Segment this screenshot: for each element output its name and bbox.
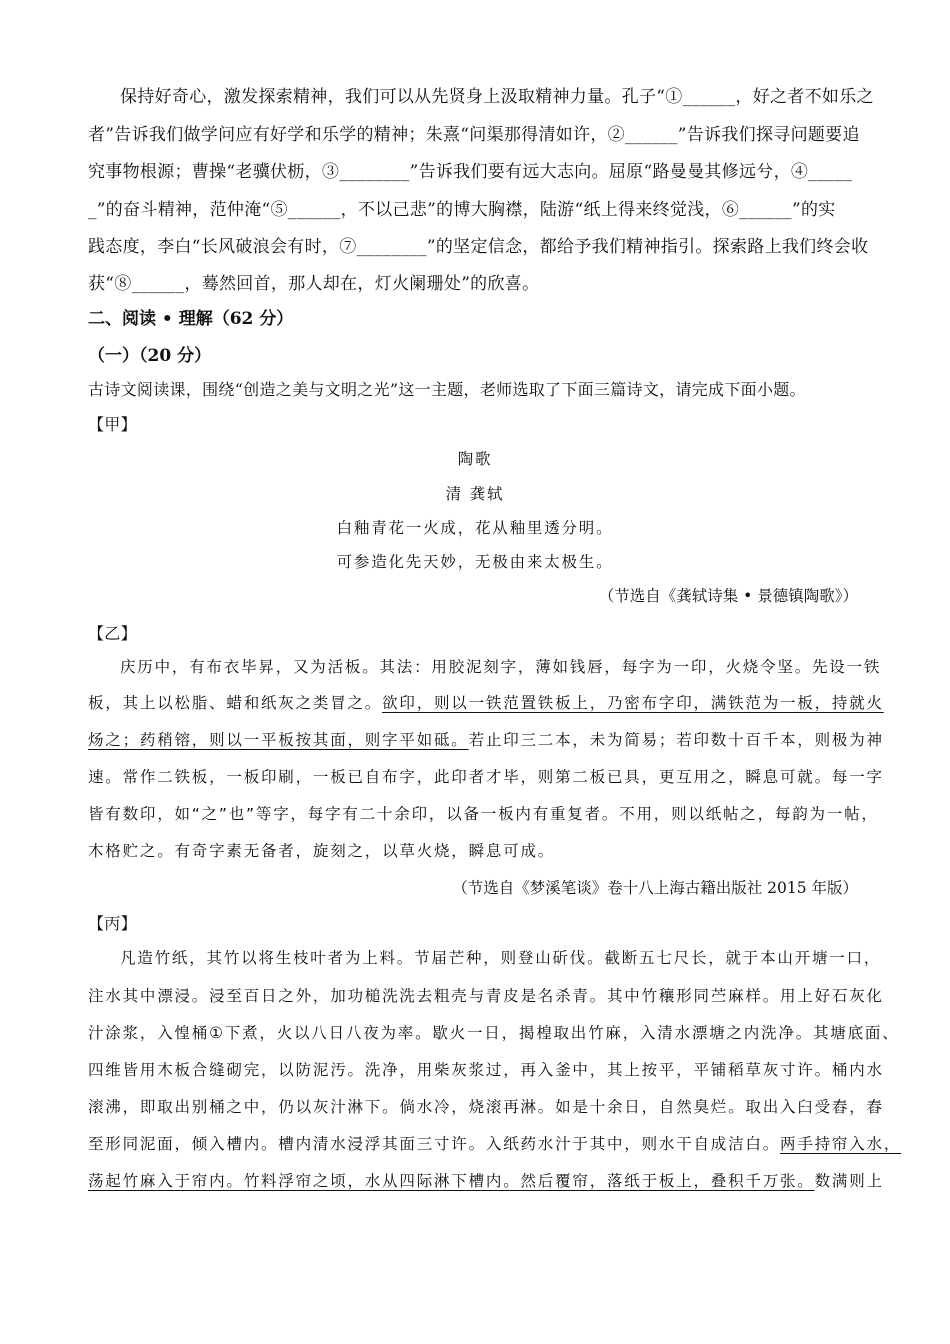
bing-line-1: 凡造竹纸，其竹以将生枝叶者为上料。节届芒种，则登山斫伐。截断五七尺长，就于本山开塘一口， xyxy=(120,949,882,967)
intro-line-6: 获“⑧______，蓦然回首，那人却在，灯火阑珊处”的欣喜。 xyxy=(88,274,540,294)
bing-line-5: 滚沸，即取出别桶之中，仍以灰汁淋下。倘水冷，烧滚再淋。如是十余日，自然臭烂。取出入臼受舂，舂 xyxy=(88,1098,884,1116)
bing-underlined-sentence-1: 两手持帘入水， xyxy=(780,1135,902,1153)
yi-line-3-plain: 若止印三二本，未为简易；若印数十百千本，则极为神 xyxy=(468,731,884,749)
yi-line-4: 速。常作二铁板，一板印刷，一板已自布字，此印者才毕，则第二板已具，更互用之，瞬息可就。每一字 xyxy=(88,768,884,786)
bing-line-6 xyxy=(88,1132,901,1154)
bing-line-6-plain: 至形同泥面，倾入槽内。槽内清水浸浮其面三寸许。入纸药水汁于其中，则水干自成洁白。 xyxy=(88,1135,781,1153)
intro-line-3: 究事物根源；曹操“老骥伏枥，③________”告诉我们要有远大志向。屈原“路曼曼其修远兮，④_____ xyxy=(88,162,853,182)
yi-line-2-plain: 板，其上以松脂、蜡和纸灰之类冒之。 xyxy=(88,694,383,712)
label-yi: 【乙】 xyxy=(88,624,137,643)
intro-line-1: 保持好奇心，激发探索精神，我们可以从先贤身上汲取精神力量。孔子“①______，好之者不如乐之 xyxy=(120,87,874,107)
bing-line-7-plain: 数满则上 xyxy=(814,1172,884,1190)
yi-line-2 xyxy=(88,691,884,713)
bing-line-2: 注水其中漂浸。浸至百日之外，加功槌洗洗去粗壳与青皮是名杀青。其中竹穰形同苎麻样。用上好石灰化 xyxy=(88,987,884,1005)
yi-line-1: 庆历中，有布衣毕昇，又为活板。其法：用胶泥刻字，薄如钱唇，每字为一印，火烧令坚。先设一铁 xyxy=(120,658,882,676)
intro-line-5: 践态度，李白“长风破浪会有时，⑦________”的坚定信念，都给予我们精神指引。探索路上我们终会收 xyxy=(88,237,869,257)
yi-line-6: 木格贮之。有奇字素无备者，旋刻之，以草火烧，瞬息可成。 xyxy=(88,842,556,860)
yi-underlined-sentence-2: 炀之；药稍镕，则以一平板按其面，则字平如砥。 xyxy=(88,731,469,749)
yi-line-5: 皆有数印，如“之”也”等字，每字有二十余印，以备一板内有重复者。不用，则以纸帖之，每韵为一帖， xyxy=(88,805,879,823)
label-jia: 【甲】 xyxy=(88,415,137,434)
poem-line-1: 白釉青花一火成，花从釉里透分明。 xyxy=(336,519,614,537)
poem-title: 陶歌 xyxy=(457,450,493,468)
intro-line-4: _”的奋斗精神，范仲淹“⑤______，不以己悲”的博大胸襟，陆游“纸上得来终觉浅，⑥______”的实 xyxy=(88,200,836,220)
part-title: （一）（20 分） xyxy=(88,346,212,366)
bing-line-4: 四维皆用木板合缝砌完，以防泥汚。洗净，用柴灰浆过，再入釜中，其上按平，平铺稻草灰寸许。桶内水 xyxy=(88,1061,884,1079)
bing-line-3: 汁涂浆，入惶桶①下煮，火以八日八夜为率。歇火一日，揭楻取出竹麻，入清水漂塘之内洗净。其塘底面、 xyxy=(88,1024,900,1042)
instruction-text: 古诗文阅读课，围绕“创造之美与文明之光”这一主题，老师选取了下面三篇诗文，请完成下面小题。 xyxy=(88,380,806,399)
intro-line-2: 者”告诉我们做学问应有好学和乐学的精神；朱熹“问渠那得清如许，②______”告诉我们探寻问题要追 xyxy=(88,125,860,145)
label-bing: 【丙】 xyxy=(88,914,137,933)
jia-source: （节选自《龚轼诗集 • 景德镇陶歌》） xyxy=(598,587,858,605)
yi-source: （节选自《梦溪笔谈》卷十八上海古籍出版社 2015 年版） xyxy=(452,879,858,897)
poem-line-2: 可参造化先天妙，无极由来太极生。 xyxy=(336,553,614,571)
poem-author: 清 龚轼 xyxy=(445,485,505,503)
section-title: 二、阅读 • 理解（62 分） xyxy=(88,309,294,329)
yi-line-3 xyxy=(88,728,884,750)
bing-underlined-sentence-2: 荡起竹麻入于帘内。竹料浮帘之顷，水从四际淋下槽内。然后覆帘，落纸于板上，叠积千万张。 xyxy=(88,1172,815,1190)
bing-line-7 xyxy=(88,1169,884,1191)
yi-underlined-sentence-1: 欲印，则以一铁范置铁板上，乃密布字印，满铁范为一板，持就火 xyxy=(382,694,884,712)
